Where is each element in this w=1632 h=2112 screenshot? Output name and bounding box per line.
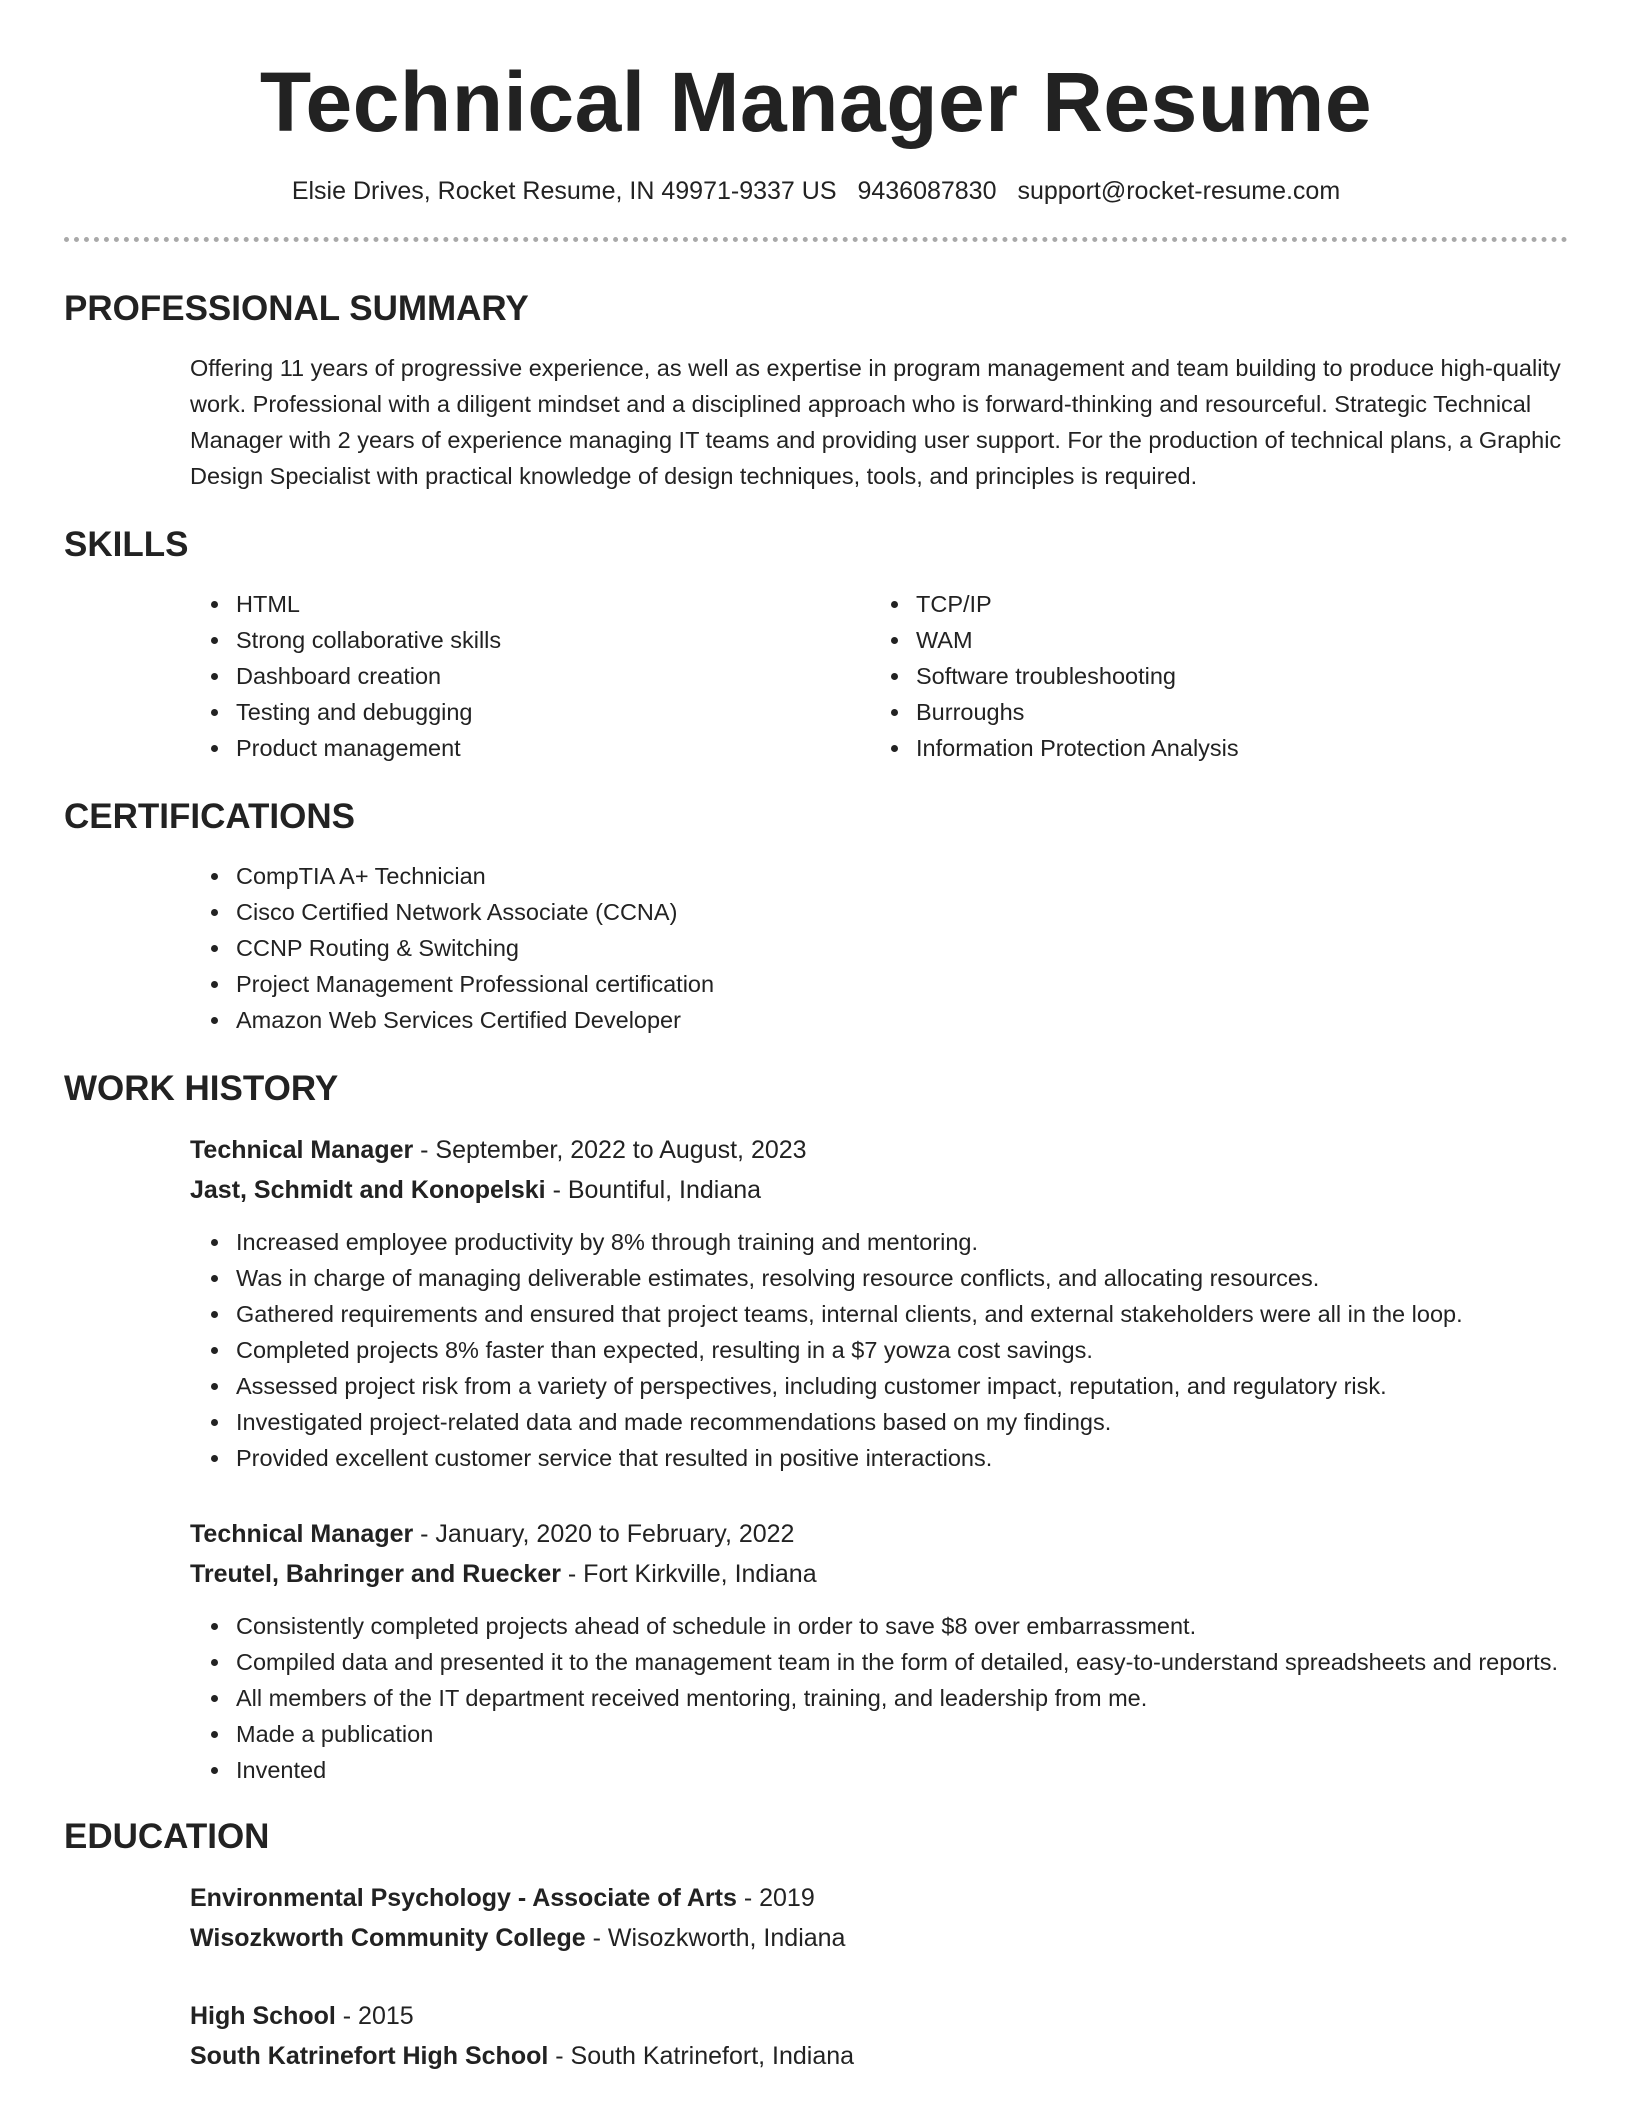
contact-line bbox=[64, 175, 1568, 208]
job-title-line bbox=[190, 1130, 1568, 1170]
job-bullet: • Was in charge of managing deliverable estimates, resolving resource conflicts, and allocating resources. bbox=[232, 1260, 1568, 1296]
job-bullet: • Invented bbox=[232, 1752, 1568, 1788]
header-divider bbox=[64, 237, 1568, 242]
job-company-line bbox=[190, 1554, 1568, 1594]
job-bullet: • Compiled data and presented it to the management team in the form of detailed, easy-to-understand spreadsheets and reports. bbox=[232, 1644, 1568, 1680]
education-location: - Wisozkworth, Indiana bbox=[585, 1924, 846, 1953]
certification-item: • CompTIA A+ Technician bbox=[232, 858, 1568, 894]
certifications-section bbox=[64, 796, 1568, 1038]
education-location: - South Katrinefort, Indiana bbox=[548, 2042, 855, 2071]
job-entry bbox=[64, 1130, 1568, 1476]
education-degree: High School bbox=[190, 2002, 336, 2031]
education-degree-line bbox=[190, 1878, 1568, 1918]
certifications-list bbox=[232, 858, 1568, 1038]
skill-item: • Information Protection Analysis bbox=[912, 730, 1239, 766]
education-school: South Katrinefort High School bbox=[190, 2042, 549, 2071]
job-company: Treutel, Bahringer and Ruecker bbox=[190, 1560, 561, 1589]
skill-item: • Strong collaborative skills bbox=[232, 622, 912, 658]
skills-heading: SKILLS bbox=[64, 525, 189, 565]
job-bullet: • Provided excellent customer service that resulted in positive interactions. bbox=[232, 1440, 1568, 1476]
work-history-heading: WORK HISTORY bbox=[64, 1069, 339, 1109]
job-bullet: • Assessed project risk from a variety of perspectives, including customer impact, reputation, and regulatory risk. bbox=[232, 1368, 1568, 1404]
certification-item: • CCNP Routing & Switching bbox=[232, 930, 1568, 966]
job-bullet: • Consistently completed projects ahead of schedule in order to save $8 over embarrassment. bbox=[232, 1608, 1568, 1644]
certification-item: • Amazon Web Services Certified Developer bbox=[232, 1002, 1568, 1038]
contact-email: support@rocket-resume.com bbox=[1017, 176, 1341, 205]
skills-section bbox=[64, 524, 1568, 766]
contact-address: Elsie Drives, Rocket Resume, IN 49971-9337 US bbox=[291, 176, 837, 205]
job-bullet: • Made a publication bbox=[232, 1716, 1568, 1752]
skill-item: • Product management bbox=[232, 730, 912, 766]
certification-item: • Project Management Professional certification bbox=[232, 966, 1568, 1002]
skills-list-right bbox=[912, 586, 1239, 766]
education-entry bbox=[64, 1996, 1568, 2076]
job-title-line bbox=[190, 1514, 1568, 1554]
education-degree: Environmental Psychology - Associate of Arts bbox=[190, 1884, 737, 1913]
skill-item: • WAM bbox=[912, 622, 1239, 658]
job-company: Jast, Schmidt and Konopelski bbox=[190, 1176, 546, 1205]
job-bullet: • All members of the IT department received mentoring, training, and leadership from me. bbox=[232, 1680, 1568, 1716]
job-dates: - September, 2022 to August, 2023 bbox=[413, 1136, 807, 1165]
job-bullet: • Completed projects 8% faster than expected, resulting in a $7 yowza cost savings. bbox=[232, 1332, 1568, 1368]
skill-item: • Testing and debugging bbox=[232, 694, 912, 730]
skill-item: • HTML bbox=[232, 586, 912, 622]
education-section bbox=[64, 1816, 1568, 2076]
work-history-section bbox=[64, 1068, 1568, 1788]
education-degree-line bbox=[190, 1996, 1568, 2036]
skill-item: • Dashboard creation bbox=[232, 658, 912, 694]
job-title: Technical Manager bbox=[190, 1136, 414, 1165]
education-year: - 2019 bbox=[736, 1884, 815, 1913]
summary-text: Offering 11 years of progressive experience, as well as expertise in program management and team building to produce high-quality work. Professional with a diligent mindset and a disciplined approach who is forward-thinking and resourceful. Strategic Technical Manager with 2 years of experience managing IT teams and providing user support. For the production of technical plans, a Graphic Design Specialist with practical knowledge of design techniques, tools, and principles is required. bbox=[190, 355, 1562, 490]
contact-phone: 9436087830 bbox=[857, 176, 997, 205]
education-entry bbox=[64, 1878, 1568, 1958]
job-bullet: • Increased employee productivity by 8% through training and mentoring. bbox=[232, 1224, 1568, 1260]
job-bullets bbox=[232, 1224, 1568, 1476]
certifications-heading: CERTIFICATIONS bbox=[64, 797, 356, 837]
job-location: - Bountiful, Indiana bbox=[545, 1176, 762, 1205]
skills-columns bbox=[64, 586, 1568, 766]
summary-heading: PROFESSIONAL SUMMARY bbox=[64, 289, 529, 329]
education-school: Wisozkworth Community College bbox=[190, 1924, 586, 1953]
education-school-line bbox=[190, 2036, 1568, 2076]
skill-item: • Burroughs bbox=[912, 694, 1239, 730]
education-year: - 2015 bbox=[335, 2002, 414, 2031]
education-heading: EDUCATION bbox=[64, 1817, 270, 1857]
skills-list-left bbox=[232, 586, 912, 766]
page-title: Technical Manager Resume bbox=[259, 55, 1373, 149]
job-location: - Fort Kirkville, Indiana bbox=[560, 1560, 817, 1589]
education-school-line bbox=[190, 1918, 1568, 1958]
job-entry bbox=[64, 1514, 1568, 1788]
job-company-line bbox=[190, 1170, 1568, 1210]
job-bullet: • Investigated project-related data and made recommendations based on my findings. bbox=[232, 1404, 1568, 1440]
job-bullet: • Gathered requirements and ensured that project teams, internal clients, and external stakeholders were all in the loop. bbox=[232, 1296, 1568, 1332]
skill-item: • Software troubleshooting bbox=[912, 658, 1239, 694]
job-bullets bbox=[232, 1608, 1568, 1788]
job-title: Technical Manager bbox=[190, 1520, 414, 1549]
summary-section bbox=[64, 288, 1568, 494]
certification-item: • Cisco Certified Network Associate (CCNA) bbox=[232, 894, 1568, 930]
skill-item: • TCP/IP bbox=[912, 586, 1239, 622]
job-dates: - January, 2020 to February, 2022 bbox=[413, 1520, 795, 1549]
